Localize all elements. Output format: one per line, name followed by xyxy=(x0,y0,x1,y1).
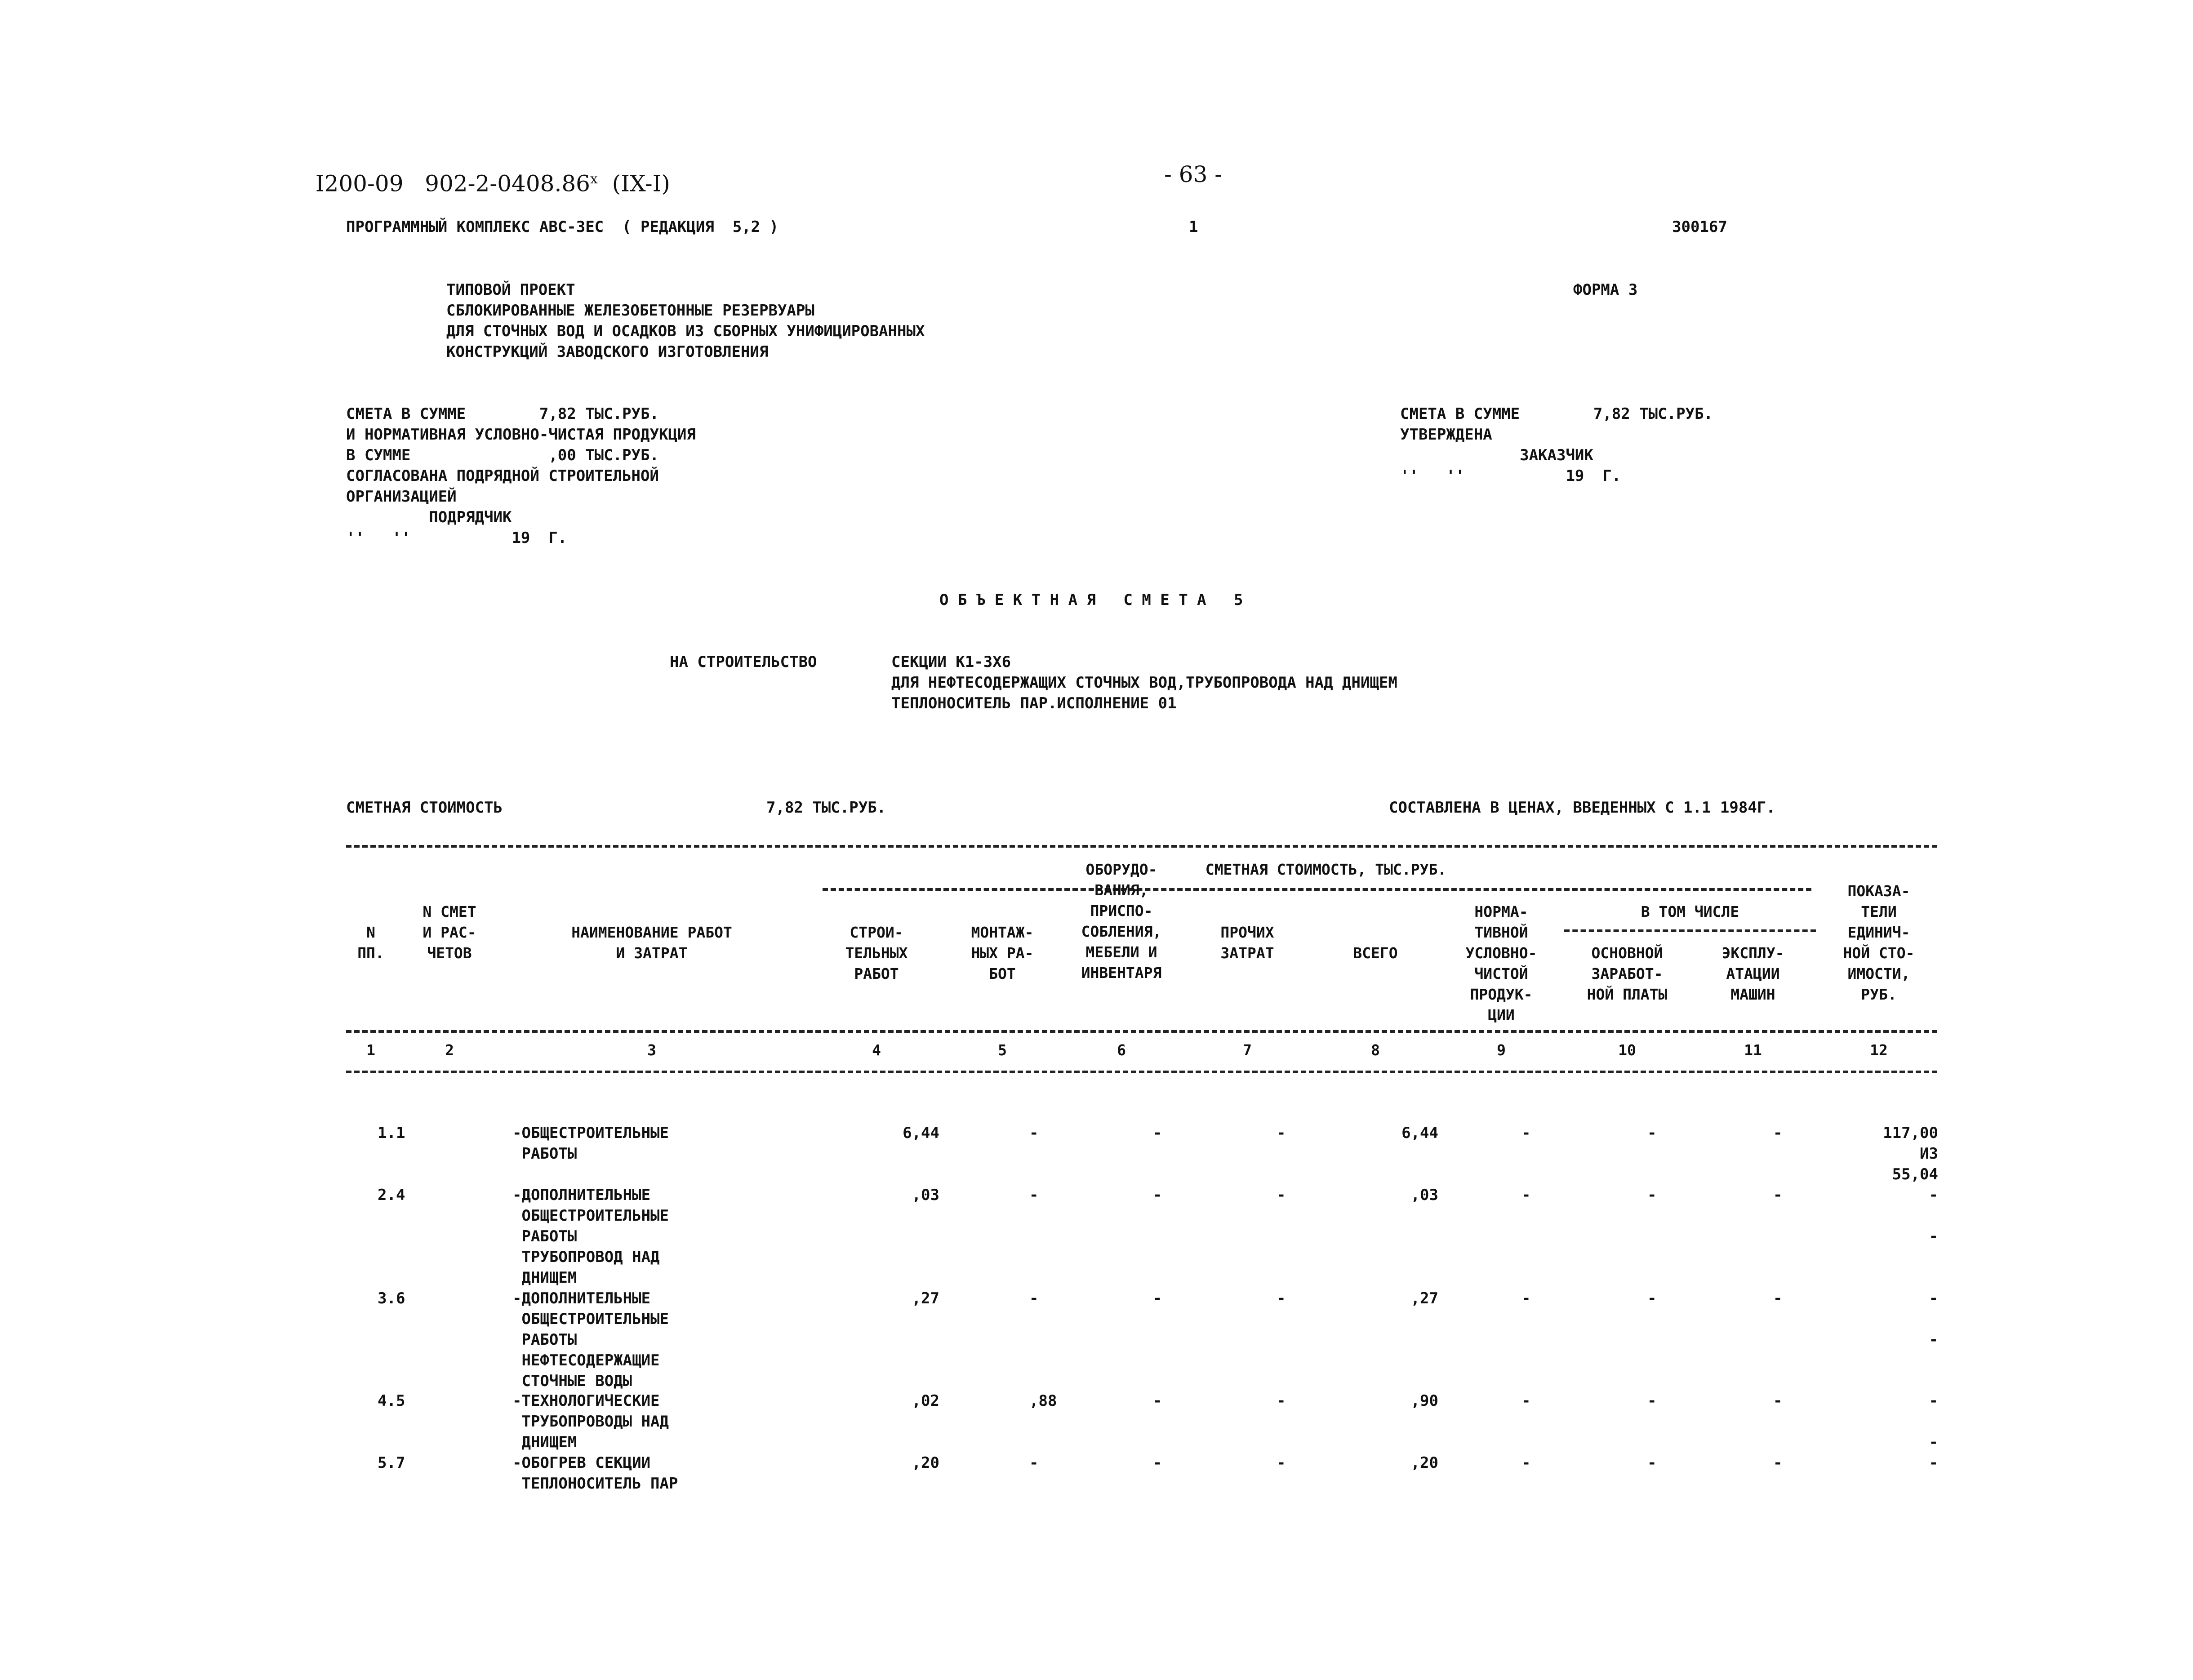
col-number: 7 xyxy=(1243,1041,1252,1059)
row-calc-number: 3.6 xyxy=(378,1289,405,1307)
row-total: ,20 xyxy=(1410,1454,1438,1472)
document-code-main: I200-09 902-2-0408.86 xyxy=(315,170,590,197)
col-number: 11 xyxy=(1744,1041,1762,1059)
row-calc-number: 1.1 xyxy=(378,1124,405,1142)
col-number: 4 xyxy=(872,1041,881,1059)
document-number: 300167 xyxy=(1672,218,1727,236)
project-line: КОНСТРУКЦИЙ ЗАВОДСКОГО ИЗГОТОВЛЕНИЯ xyxy=(446,343,769,361)
row-construction: ,27 xyxy=(912,1289,939,1307)
approval-line: '' '' 19 Г. xyxy=(346,529,567,547)
col-header-equipment: ОБОРУДО- ВАНИЯ, ПРИСПО- СОБЛЕНИЯ, МЕБЕЛИ И ИНВЕНТАРЯ xyxy=(1081,861,1162,982)
construction-line: ТЕПЛОНОСИТЕЛЬ ПАР.ИСПОЛНЕНИЕ 01 xyxy=(891,694,1177,712)
construction-line: ДЛЯ НЕФТЕСОДЕРЖАЩИХ СТОЧНЫХ ВОД,ТРУБОПРОВОДА НАД ДНИЩЕМ xyxy=(891,674,1397,692)
col-header-number: N ПП. xyxy=(357,924,384,962)
row-wages: - xyxy=(1647,1392,1657,1410)
program-name: ПРОГРАММНЫЙ КОМПЛЕКС АВС-ЗЕС ( РЕДАКЦИЯ 5,2 ) xyxy=(346,218,779,236)
col-number: 9 xyxy=(1497,1041,1506,1059)
approval-line: ОРГАНИЗАЦИЕЙ xyxy=(346,488,457,506)
estimated-cost-label: СМЕТНАЯ СТОИМОСТЬ xyxy=(346,799,503,817)
col-header-total: ВСЕГО xyxy=(1353,944,1398,962)
col-number: 6 xyxy=(1117,1041,1126,1059)
col-header-calc-number: N СМЕТ И РАС- ЧЕТОВ xyxy=(423,903,476,962)
document-code-tail: (IX-I) xyxy=(597,170,670,197)
form-label: ФОРМА 3 xyxy=(1573,281,1638,299)
approval-line: СМЕТА В СУММЕ 7,82 ТЫС.РУБ. xyxy=(346,405,659,423)
row-installation: - xyxy=(1029,1454,1039,1472)
row-installation: - xyxy=(1029,1124,1039,1142)
table-top-rule xyxy=(346,845,1937,848)
row-unit-cost: - - xyxy=(1929,1392,1938,1451)
row-machines: - xyxy=(1773,1124,1783,1142)
row-wages: - xyxy=(1647,1454,1657,1472)
row-unit-cost: 117,00 ИЗ 55,04 xyxy=(1883,1124,1938,1183)
row-calc-number: 5.7 xyxy=(378,1454,405,1472)
row-work-name: -ДОПОЛНИТЕЛЬНЫЕ ОБЩЕСТРОИТЕЛЬНЫЕ РАБОТЫ НЕФТЕСОДЕРЖАЩИЕ СТОЧНЫЕ ВОДЫ xyxy=(512,1289,669,1390)
project-line: ДЛЯ СТОЧНЫХ ВОД И ОСАДКОВ ИЗ СБОРНЫХ УНИФИЦИРОВАННЫХ xyxy=(446,322,925,340)
row-work-name: -ОБЩЕСТРОИТЕЛЬНЫЕ РАБОТЫ xyxy=(512,1124,669,1163)
approval-line: ЗАКАЗЧИК xyxy=(1400,446,1593,464)
row-wages: - xyxy=(1647,1289,1657,1307)
row-net-output: - xyxy=(1521,1124,1531,1142)
row-unit-cost: - - xyxy=(1929,1289,1938,1349)
row-calc-number: 2.4 xyxy=(378,1186,405,1204)
row-equipment: - xyxy=(1153,1454,1162,1472)
row-other: - xyxy=(1277,1289,1286,1307)
project-line: СБЛОКИРОВАННЫЕ ЖЕЛЕЗОБЕТОННЫЕ РЕЗЕРВУАРЫ xyxy=(446,302,814,320)
row-work-name: -ОБОГРЕВ СЕКЦИИ ТЕПЛОНОСИТЕЛЬ ПАР xyxy=(512,1454,678,1493)
row-other: - xyxy=(1277,1124,1286,1142)
col-header-unit-cost: ПОКАЗА- ТЕЛИ ЕДИНИЧ- НОЙ СТО- ИМОСТИ, РУБ. xyxy=(1843,882,1915,1003)
row-installation: ,88 xyxy=(1029,1392,1057,1410)
approval-line: В СУММЕ ,00 ТЫС.РУБ. xyxy=(346,446,659,464)
col-header-work-name: НАИМЕНОВАНИЕ РАБОТ И ЗАТРАТ xyxy=(571,924,732,962)
approval-line: СМЕТА В СУММЕ 7,82 ТЫС.РУБ. xyxy=(1400,405,1713,423)
row-installation: - xyxy=(1029,1289,1039,1307)
approval-line: ПОДРЯДЧИК xyxy=(346,508,512,526)
approval-line: УТВЕРЖДЕНА xyxy=(1400,426,1492,444)
sheet-number: 1 xyxy=(1189,218,1198,236)
estimated-cost-value: 7,82 ТЫС.РУБ. xyxy=(766,799,886,817)
document-code xyxy=(301,148,670,197)
col-number: 5 xyxy=(998,1041,1007,1059)
table-subgroup-rule xyxy=(1564,929,1816,932)
row-machines: - xyxy=(1773,1392,1783,1410)
table-colnum-rule xyxy=(346,1071,1937,1073)
row-installation: - xyxy=(1029,1186,1039,1204)
row-net-output: - xyxy=(1521,1454,1531,1472)
row-equipment: - xyxy=(1153,1289,1162,1307)
document-code-superscript: x xyxy=(590,171,598,187)
col-header-installation: МОНТАЖ- НЫХ РА- БОТ xyxy=(971,924,1034,982)
col-number: 2 xyxy=(445,1041,454,1059)
row-total: ,27 xyxy=(1410,1289,1438,1307)
row-net-output: - xyxy=(1521,1392,1531,1410)
row-unit-cost: - - xyxy=(1929,1186,1938,1245)
table-header-rule xyxy=(346,1030,1937,1033)
table-group-rule xyxy=(823,888,1811,891)
row-unit-cost: - xyxy=(1929,1454,1938,1472)
document-title: О Б Ъ Е К Т Н А Я С М Е Т А 5 xyxy=(939,591,1243,609)
project-line: ТИПОВОЙ ПРОЕКТ xyxy=(446,281,575,299)
price-basis: СОСТАВЛЕНА В ЦЕНАХ, ВВЕДЕННЫХ С 1.1 1984Г. xyxy=(1389,799,1775,817)
row-construction: ,02 xyxy=(912,1392,939,1410)
row-total: ,03 xyxy=(1410,1186,1438,1204)
row-total: 6,44 xyxy=(1401,1124,1438,1142)
page-number: - 63 - xyxy=(1164,161,1223,187)
col-header-wages: ОСНОВНОЙ ЗАРАБОТ- НОЙ ПЛАТЫ xyxy=(1587,944,1668,1003)
row-machines: - xyxy=(1773,1289,1783,1307)
row-machines: - xyxy=(1773,1186,1783,1204)
row-wages: - xyxy=(1647,1124,1657,1142)
row-net-output: - xyxy=(1521,1289,1531,1307)
approval-line: СОГЛАСОВАНА ПОДРЯДНОЙ СТРОИТЕЛЬНОЙ xyxy=(346,467,659,485)
col-number: 3 xyxy=(647,1041,656,1059)
col-number: 12 xyxy=(1870,1041,1888,1059)
row-other: - xyxy=(1277,1454,1286,1472)
row-machines: - xyxy=(1773,1454,1783,1472)
col-number: 10 xyxy=(1618,1041,1636,1059)
subgroup-header-including: В ТОМ ЧИСЛЕ xyxy=(1641,903,1739,920)
row-work-name: -ТЕХНОЛОГИЧЕСКИЕ ТРУБОПРОВОДЫ НАД ДНИЩЕМ xyxy=(512,1392,669,1451)
col-number: 1 xyxy=(366,1041,375,1059)
construction-prefix: НА СТРОИТЕЛЬСТВО xyxy=(670,653,817,671)
col-number: 8 xyxy=(1371,1041,1380,1059)
row-equipment: - xyxy=(1153,1392,1162,1410)
row-total: ,90 xyxy=(1410,1392,1438,1410)
row-work-name: -ДОПОЛНИТЕЛЬНЫЕ ОБЩЕСТРОИТЕЛЬНЫЕ РАБОТЫ ТРУБОПРОВОД НАД ДНИЩЕМ xyxy=(512,1186,669,1287)
approval-line: '' '' 19 Г. xyxy=(1400,467,1621,485)
approval-line: И НОРМАТИВНАЯ УСЛОВНО-ЧИСТАЯ ПРОДУКЦИЯ xyxy=(346,426,696,444)
row-construction: ,20 xyxy=(912,1454,939,1472)
row-wages: - xyxy=(1647,1186,1657,1204)
row-other: - xyxy=(1277,1186,1286,1204)
col-header-construction: СТРОИ- ТЕЛЬНЫХ РАБОТ xyxy=(845,924,908,982)
construction-line: СЕКЦИИ К1-3Х6 xyxy=(891,653,1011,671)
row-net-output: - xyxy=(1521,1186,1531,1204)
col-header-other: ПРОЧИХ ЗАТРАТ xyxy=(1220,924,1274,962)
col-header-net-output: НОРМА- ТИВНОЙ УСЛОВНО- ЧИСТОЙ ПРОДУК- ЦИИ xyxy=(1465,903,1537,1024)
row-equipment: - xyxy=(1153,1186,1162,1204)
col-header-machines: ЭКСПЛУ- АТАЦИИ МАШИН xyxy=(1721,944,1784,1003)
row-construction: 6,44 xyxy=(903,1124,939,1142)
row-calc-number: 4.5 xyxy=(378,1392,405,1410)
row-equipment: - xyxy=(1153,1124,1162,1142)
row-construction: ,03 xyxy=(912,1186,939,1204)
group-header-cost: СМЕТНАЯ СТОИМОСТЬ, ТЫС.РУБ. xyxy=(1205,861,1447,878)
row-other: - xyxy=(1277,1392,1286,1410)
